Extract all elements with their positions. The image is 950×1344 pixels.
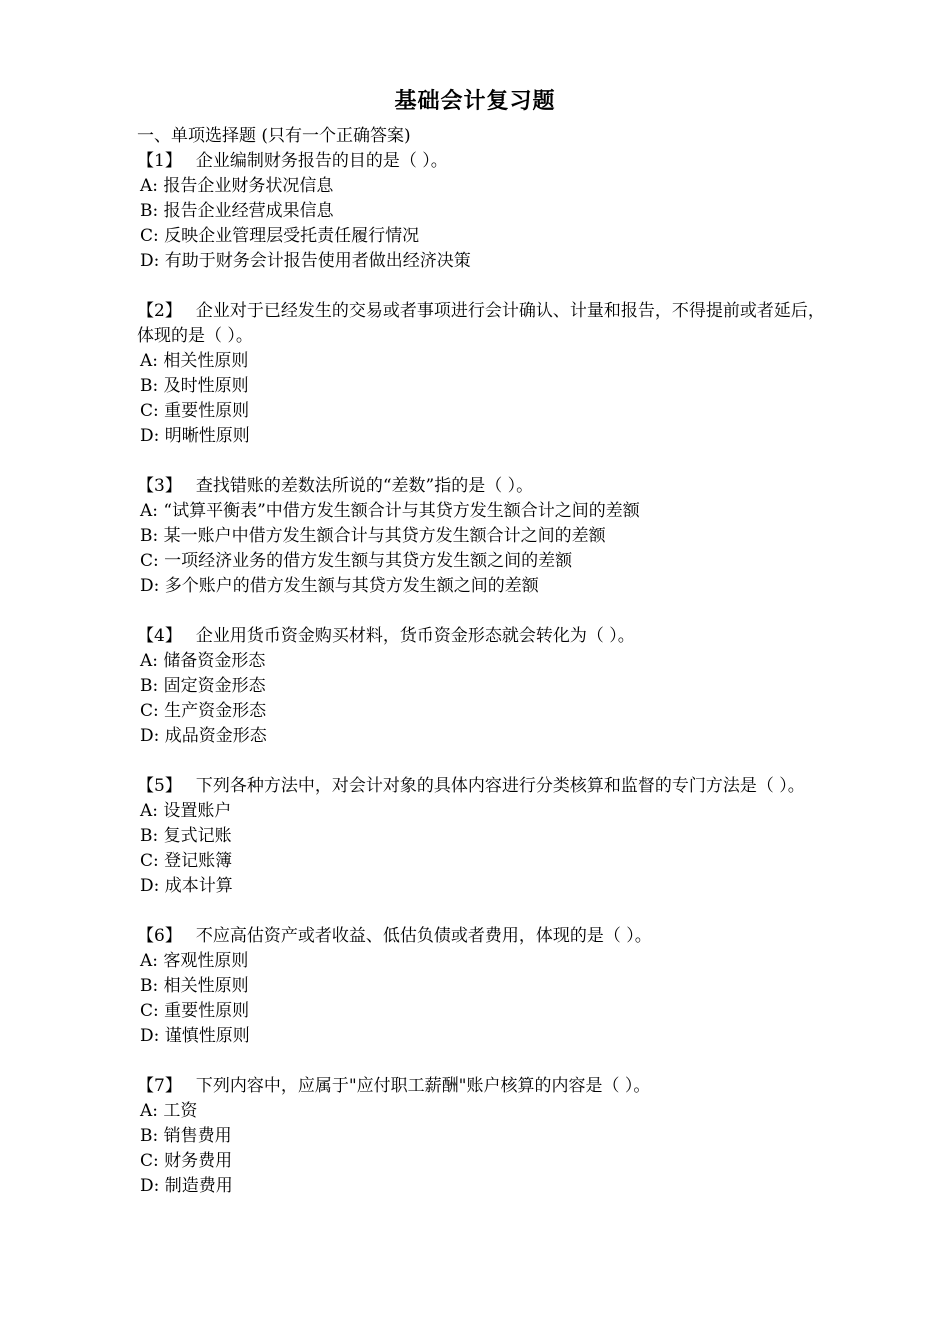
option-a: A: 储备资金形态 [140,651,266,671]
option-b: B: 销售费用 [140,1126,232,1146]
question-1 [137,149,827,274]
option-a: A: 设置账户 [140,801,232,821]
option-b: B: 相关性原则 [140,976,249,996]
option-b: B: 固定资金形态 [140,676,266,696]
question-stem [137,1074,827,1099]
question-stem [137,299,827,349]
question-text: 下列内容中，应属于"应付职工薪酬"账户核算的内容是（ ）。 [195,1076,651,1096]
option-a: A: 客观性原则 [140,951,249,971]
document-content [137,124,827,1224]
option-d: D: 谨慎性原则 [140,1026,250,1046]
option-d: D: 制造费用 [140,1176,233,1196]
option-c: C: 财务费用 [140,1151,233,1171]
option-c: C: 反映企业管理层受托责任履行情况 [140,226,420,246]
question-stem [137,474,827,499]
option-c: C: 一项经济业务的借方发生额与其贷方发生额之间的差额 [140,551,573,571]
question-number: 【4】 [137,626,182,646]
question-stem [137,924,827,949]
question-stem [137,624,827,649]
question-7 [137,1074,827,1199]
question-text: 企业用货币资金购买材料，货币资金形态就会转化为（ ）。 [195,626,635,646]
option-c: C: 重要性原则 [140,1001,250,1021]
question-3 [137,474,827,599]
question-6 [137,924,827,1049]
option-d: D: 有助于财务会计报告使用者做出经济决策 [140,251,471,271]
option-a: A: 报告企业财务状况信息 [140,176,334,196]
section-heading: 一、单项选择题 (只有一个正确答案) [137,126,411,146]
question-stem [137,149,827,174]
question-number: 【1】 [137,151,182,171]
question-number: 【6】 [137,926,182,946]
question-number: 【7】 [137,1076,182,1096]
option-d: D: 明晰性原则 [140,426,250,446]
option-c: C: 生产资金形态 [140,701,267,721]
option-a: A: 相关性原则 [140,351,249,371]
question-5 [137,774,827,899]
question-text: 下列各种方法中，对会计对象的具体内容进行分类核算和监督的专门方法是（ ）。 [195,776,805,796]
question-stem [137,774,827,799]
question-number: 【5】 [137,776,182,796]
option-d: D: 成本计算 [140,876,233,896]
question-2 [137,299,827,449]
option-a: A: 工资 [140,1101,198,1121]
question-text: 不应高估资产或者收益、低估负债或者费用，体现的是（ ）。 [195,926,652,946]
option-a: A: “试算平衡表”中借方发生额合计与其贷方发生额合计之间的差额 [140,501,640,521]
option-d: D: 成品资金形态 [140,726,267,746]
option-b: B: 报告企业经营成果信息 [140,201,334,221]
document-title: 基础会计复习题 [394,88,556,114]
question-number: 【2】 [137,301,182,321]
question-number: 【3】 [137,476,182,496]
option-b: B: 及时性原则 [140,376,249,396]
question-text: 查找错账的差数法所说的“差数”指的是（ ）。 [195,476,534,496]
question-text: 企业对于已经发生的交易或者事项进行会计确认、计量和报告，不得提前或者延后，体现的是（ ）。 [137,301,825,346]
question-4 [137,624,827,749]
option-c: C: 重要性原则 [140,401,250,421]
option-c: C: 登记账簿 [140,851,233,871]
option-b: B: 某一账户中借方发生额合计与其贷方发生额合计之间的差额 [140,526,606,546]
question-text: 企业编制财务报告的目的是（ ）。 [195,151,448,171]
option-d: D: 多个账户的借方发生额与其贷方发生额之间的差额 [140,576,539,596]
option-b: B: 复式记账 [140,826,232,846]
